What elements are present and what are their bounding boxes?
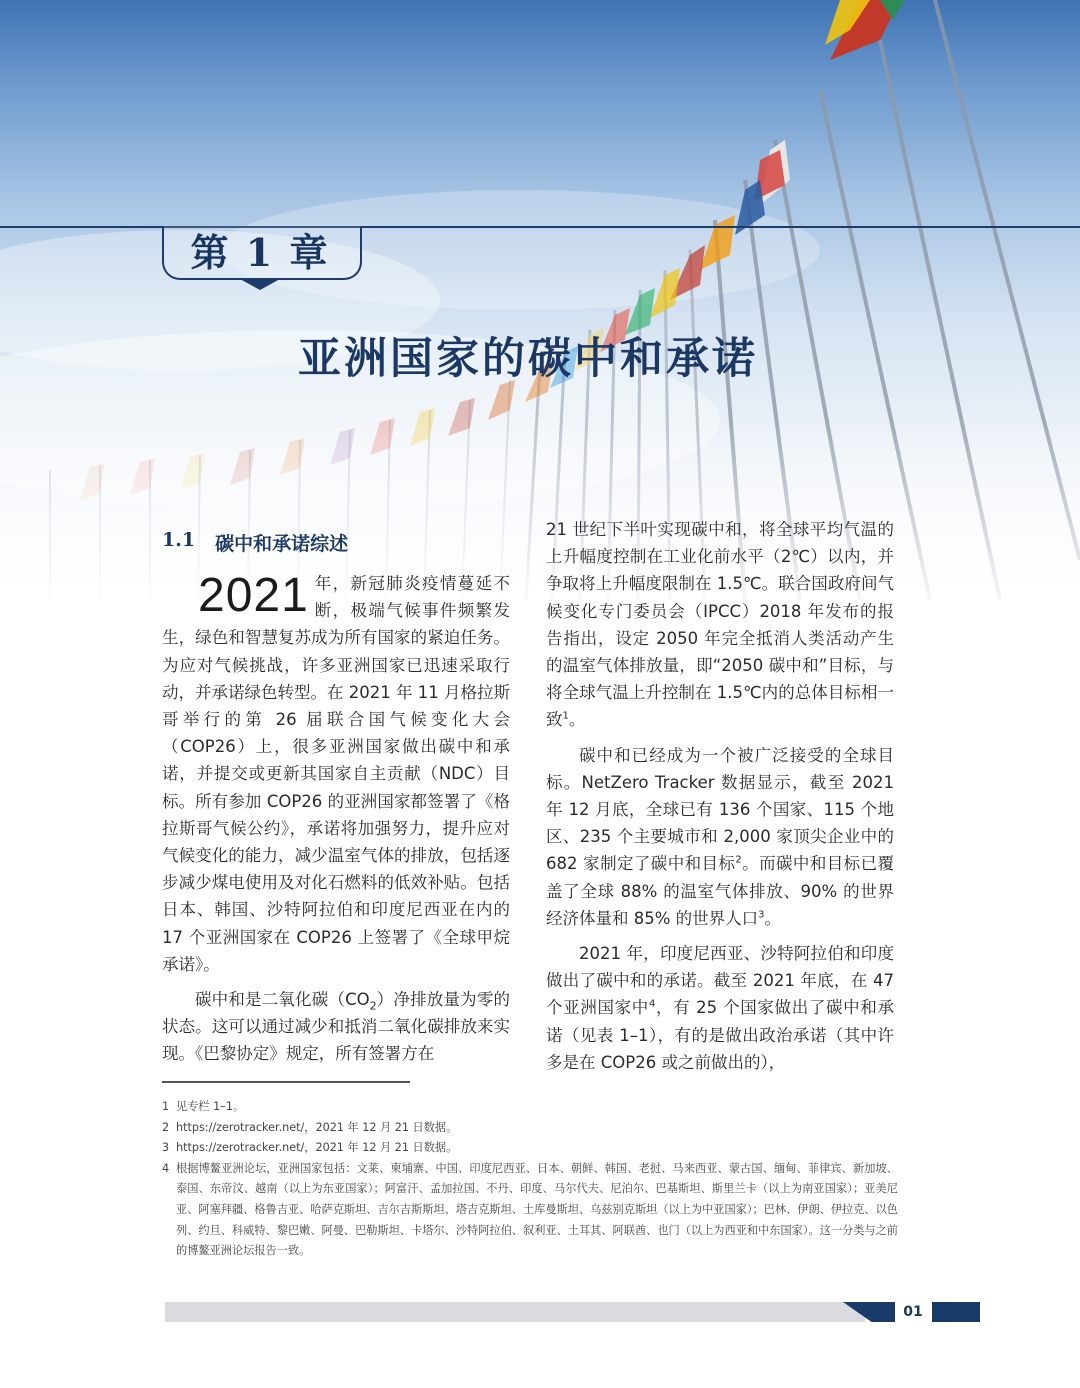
- left-paragraph-1: [162, 570, 510, 978]
- dropcap-year: 2021: [198, 569, 309, 622]
- footnote-link[interactable]: https://zerotracker.net/，2021 年 12 月 21 日数据。: [176, 1141, 458, 1155]
- section-heading: [162, 529, 348, 556]
- footnote-rule: [162, 1081, 410, 1083]
- right-paragraph-3-text-a: 2021 年，印度尼西亚、沙特阿拉伯和印度做出了碳中和的承诺。截至 2021 年底，在 47 个亚洲国家中: [546, 944, 894, 1018]
- footnote-text: 见专栏 1–1。: [176, 1100, 245, 1113]
- footnote-ref-4[interactable]: 4: [648, 998, 656, 1010]
- left-paragraph-2-text-b: ）净排放量为零的状态。这可以通过减少和抵消二氧化碳排放来实现。《巴黎协定》规定，所有签署方在: [162, 990, 510, 1064]
- chapter-label: 第 1 章: [190, 229, 330, 275]
- right-paragraph-1: [546, 516, 894, 734]
- footnote-item: [162, 1159, 898, 1262]
- footnote-ref-3[interactable]: 3: [758, 909, 765, 921]
- right-paragraph-2-text-c: 。: [764, 908, 782, 928]
- flags-illustration: [0, 0, 1080, 620]
- chapter-arrow-icon: [240, 279, 280, 290]
- footnote-link[interactable]: https://zerotracker.net/，2021 年 12 月 21 日数据。: [176, 1120, 458, 1134]
- right-paragraph-3: [546, 940, 894, 1076]
- footnote-text: 根据博鳌亚洲论坛，亚洲国家包括：文莱、柬埔寨、中国、印度尼西亚、日本、朝鲜、韩国、老挝、马来西亚、蒙古国、缅甸、菲律宾、新加坡、泰国、东帝汶、越南（以上为东亚国家）；阿富汗、孟加拉国、不丹、印度、马尔代夫、尼泊尔、巴基斯坦、斯里兰卡（以上为南亚国家）；亚美尼亚、阿塞拜疆、格鲁吉亚、哈萨克斯坦、吉尔吉斯斯坦、塔吉克斯坦、土库曼斯坦、乌兹别克斯坦（以上为中亚国家）；巴林、伊朗、伊拉克、以色列、约旦、科威特、黎巴嫩、阿曼、巴勒斯坦、卡塔尔、沙特阿拉伯、叙利亚、土耳其、阿联酋、也门（以上为西亚和中东国家）。这一分类与之前的博鳌亚洲论坛报告一致。: [176, 1161, 898, 1258]
- footnote-number: 2: [162, 1120, 170, 1134]
- section-number: 1.1: [162, 529, 196, 551]
- footnotes: [162, 1097, 898, 1262]
- right-column: [546, 516, 894, 1084]
- right-paragraph-2-text-a: 碳中和已经成为一个被广泛接受的全球目标。NetZero Tracker 数据显示，截至 2021 年 12 月底，全球已有 136 个国家、115 个地区、235 个主要城市和 2,000 家顶尖企业中的 682 家制定了碳中和目标: [546, 745, 894, 874]
- footnote-ref-1[interactable]: 1: [562, 710, 569, 722]
- right-paragraph-1-text-b: 。: [568, 710, 586, 730]
- right-paragraph-2: [546, 742, 894, 932]
- right-paragraph-3-text-b: ，有 25 个国家做出了碳中和承诺（见表 1–1），有的是做出政治承诺（其中许多是在 COP26 或之前做出的），: [546, 998, 894, 1072]
- footnote-item: [162, 1118, 898, 1139]
- footnote-number: 4: [162, 1161, 170, 1175]
- chapter-title: 亚洲国家的碳中和承诺: [298, 334, 758, 384]
- right-paragraph-1-text-a: 21 世纪下半叶实现碳中和，将全球平均气温的上升幅度控制在工业化前水平（2℃）以内，并争取将上升幅度限制在 1.5℃。联合国政府间气候变化专门委员会（IPCC）2018 年发布的报告指出，设定 2050 年完全抵消人类活动产生的温室气体排放量，即“2050 碳中和”目标，与将全球气温上升控制在 1.5℃内的总体目标相一致: [546, 520, 894, 730]
- left-paragraph-2: [162, 986, 510, 1068]
- right-paragraph-2-text-b: 。而碳中和目标已覆盖了全球 88% 的温室气体排放、90% 的世界经济体量和 85% 的世界人口: [546, 854, 894, 928]
- left-column: [162, 570, 510, 1076]
- page-number: 01: [903, 1304, 923, 1320]
- hero-background: [0, 0, 1080, 620]
- footer-bar: [165, 1302, 865, 1322]
- footnote-item: [162, 1097, 898, 1118]
- left-paragraph-1-text: 年，新冠肺炎疫情蔓延不断，极端气候事件频繁发生，绿色和智慧复苏成为所有国家的紧迫任务。为应对气候挑战，许多亚洲国家已迅速采取行动，并承诺绿色转型。在 2021 年 11 月格拉斯哥举行的第 26 届联合国气候变化大会（COP26）上，很多亚洲国家做出碳中和承诺，并提交或更新其国家自主贡献（NDC）目标。所有参加 COP26 的亚洲国家都签署了《格拉斯哥气候公约》，承诺将加强努力，提升应对气候变化的能力，减少温室气体的排放，包括逐步减少煤电使用及对化石燃料的低效补贴。包括日本、韩国、沙特阿拉伯和印度尼西亚在内的 17 个亚洲国家在 COP26 上签署了《全球甲烷承诺》。: [162, 574, 510, 974]
- footnote-ref-2[interactable]: 2: [735, 854, 742, 866]
- footer-accent-right: [932, 1302, 980, 1322]
- footnote-item: [162, 1138, 898, 1159]
- footnote-number: 1: [162, 1100, 170, 1113]
- left-paragraph-2-text-a: 碳中和是二氧化碳（CO: [195, 990, 370, 1010]
- section-title: 碳中和承诺综述: [215, 533, 349, 555]
- co2-subscript: 2: [369, 999, 377, 1013]
- footnote-number: 3: [162, 1141, 170, 1155]
